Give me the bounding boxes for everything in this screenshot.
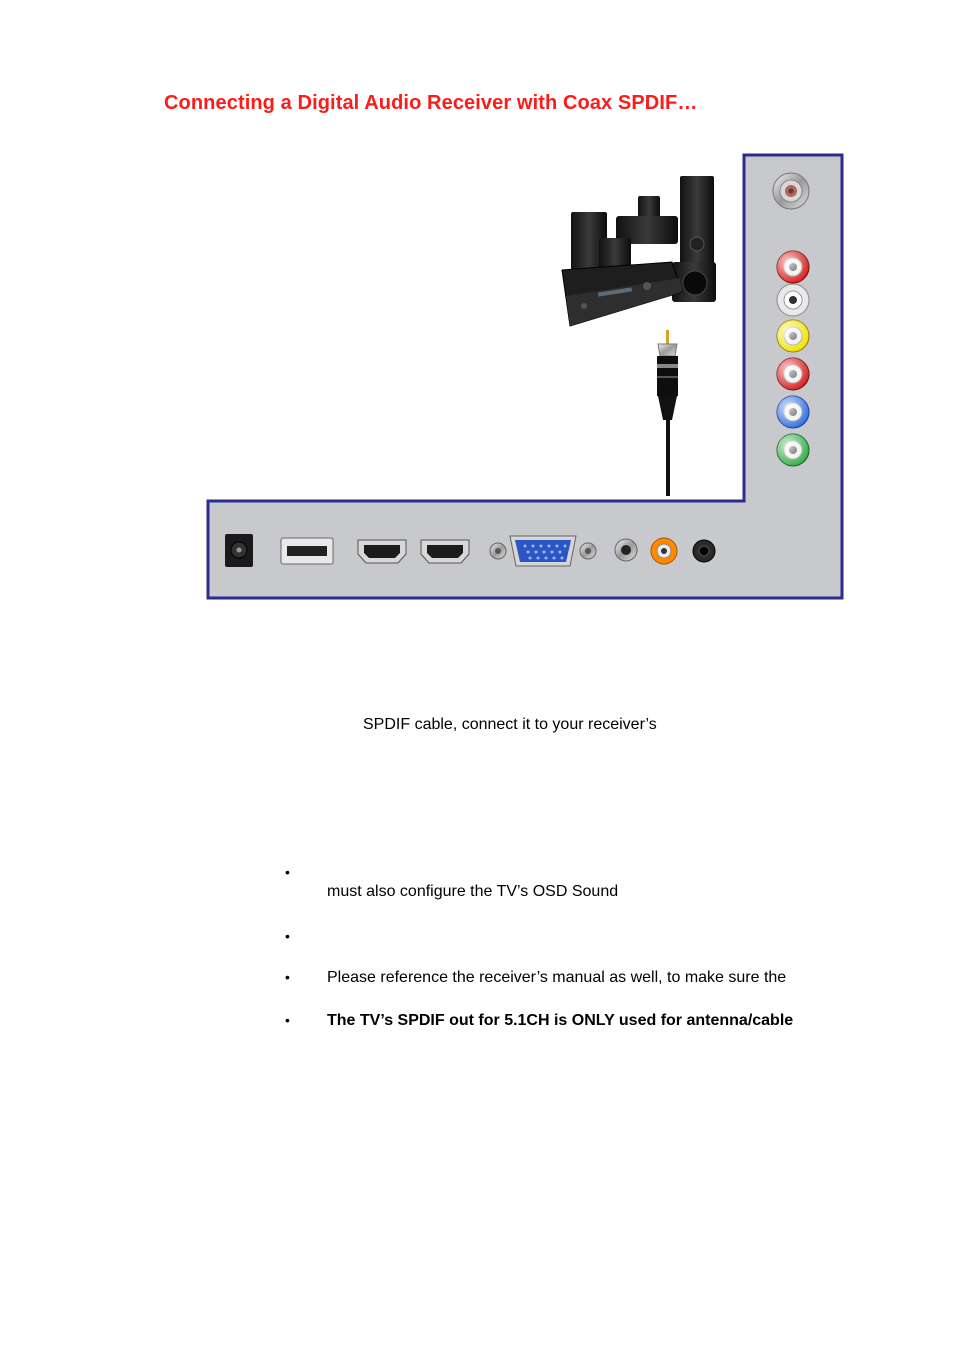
hdmi-port-2-icon bbox=[421, 540, 469, 563]
list-item bbox=[285, 969, 787, 986]
bullet-mark: • bbox=[285, 864, 290, 880]
list-item bbox=[285, 1012, 794, 1029]
instruction-paragraph: SPDIF cable, connect it to your receiver’s bbox=[363, 716, 657, 733]
list-item bbox=[285, 864, 290, 880]
rca-coax-cable-icon bbox=[657, 330, 678, 496]
tv-rear-panel bbox=[208, 155, 842, 598]
home-theater-system-icon bbox=[562, 176, 716, 326]
hdmi-port-1-icon bbox=[358, 540, 406, 563]
page-heading: Connecting a Digital Audio Receiver with Coax SPDIF… bbox=[164, 92, 698, 114]
rca-jack-red-icon bbox=[777, 251, 809, 283]
rca-jack-blue-icon bbox=[777, 396, 809, 428]
rca-jack-green-icon bbox=[777, 434, 809, 466]
bullet-text: Please reference the receiver’s manual as well, to make sure the bbox=[327, 969, 787, 986]
usb-port-icon bbox=[281, 538, 333, 564]
dc-power-jack-icon bbox=[225, 534, 253, 567]
spdif-coax-port-icon bbox=[651, 538, 677, 564]
bullet-mark: • bbox=[285, 969, 290, 985]
rca-jack-yellow-icon bbox=[777, 320, 809, 352]
bullet-text: must also configure the TV’s OSD Sound bbox=[327, 883, 619, 900]
rca-jack-red-2-icon bbox=[777, 358, 809, 390]
bullet-text: The TV’s SPDIF out for 5.1CH is ONLY used for antenna/cable bbox=[327, 1012, 794, 1029]
list-item bbox=[285, 928, 290, 944]
rca-jack-white-icon bbox=[777, 284, 809, 316]
antenna-input-icon bbox=[773, 173, 809, 209]
headphone-jack-icon bbox=[693, 540, 715, 562]
audio-in-jack-icon bbox=[615, 539, 637, 561]
bullet-mark: • bbox=[285, 1012, 290, 1028]
bullet-mark: • bbox=[285, 928, 290, 944]
